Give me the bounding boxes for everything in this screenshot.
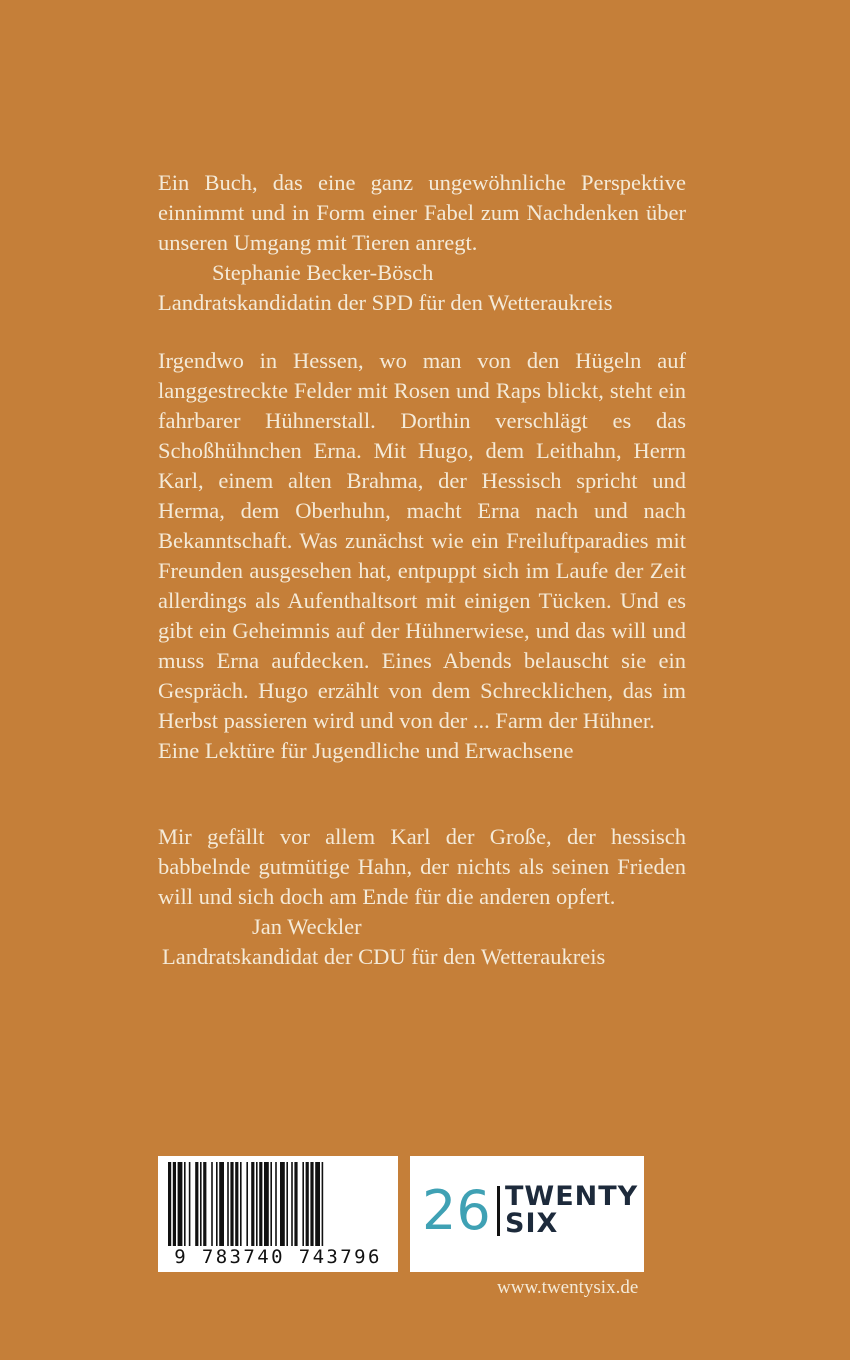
book-blurb: [158, 346, 686, 766]
barcode-bars: [166, 1162, 390, 1246]
logo-divider: [497, 1186, 500, 1236]
isbn-barcode: [158, 1156, 398, 1272]
quote-text: Mir gefällt vor allem Karl der Große, der hessisch babbelnde gutmütige Hahn, der nichts als seinen Frieden will und sich doch am Ende für die anderen opfert.: [158, 824, 686, 909]
quote-author: Jan Weckler: [252, 914, 362, 939]
quote-author-role: Landratskandidatin der SPD für den Wetteraukreis: [158, 290, 613, 315]
quote-author: Stephanie Becker-Bösch: [212, 260, 434, 285]
quote-author-role: Landratskandidat der CDU für den Wetteraukreis: [162, 944, 606, 969]
isbn-digits: 9 783740 743796: [174, 1246, 382, 1268]
audience-line: Eine Lektüre für Jugendliche und Erwachsene: [158, 738, 574, 763]
logo-word-twenty: TWENTY: [505, 1181, 639, 1212]
publisher-logo: [410, 1156, 644, 1272]
quote-text: Ein Buch, das eine ganz ungewöhnliche Perspektive einnimmt und in Form einer Fabel zum Nachdenken über unseren Umgang mit Tieren anregt.: [158, 170, 686, 255]
logo-number: 26: [422, 1179, 491, 1242]
blurb-text: Irgendwo in Hessen, wo man von den Hügeln auf langgestreckte Felder mit Rosen und Raps blickt, steht ein fahrbarer Hühnerstall. Dorthin verschlägt es das Schoßhühnchen Erna. Mit Hugo, dem Leithahn, Herrn Karl, einem alten Brahma, der Hessisch spricht und Herma, dem Oberhuhn, macht Erna nach und nach Bekanntschaft. Was zunächst wie ein Freiluftparadies mit Freunden ausgesehen hat, entpuppt sich im Laufe der Zeit allerdings als Aufenthaltsort mit einigen Tücken. Und es gibt ein Geheimnis auf der Hühnerwiese, und das will und muss Erna aufdecken. Eines Abends belauscht sie ein Gespräch. Hugo erzählt von dem Schrecklichen, das im Herbst passieren wird und von der ... Farm der Hühner.: [158, 348, 686, 733]
endorsement-quote-2: [158, 822, 686, 972]
endorsement-quote-1: [158, 168, 686, 318]
logo-word-six: SIX: [505, 1208, 559, 1239]
publisher-url: www.twentysix.de: [497, 1277, 639, 1298]
